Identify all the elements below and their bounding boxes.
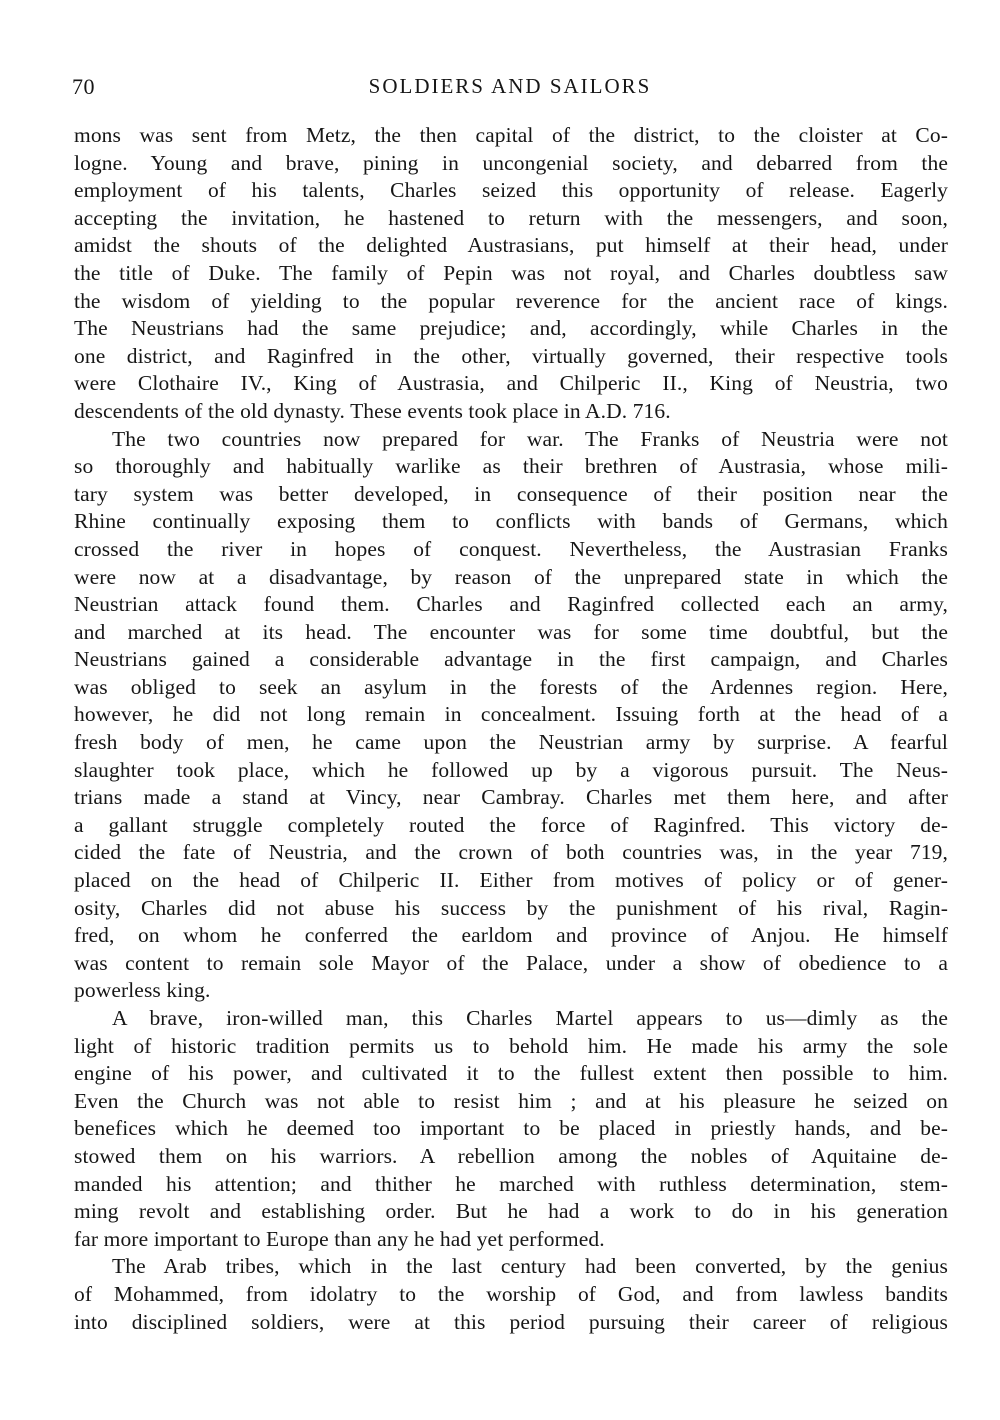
text-line: light of historic tradition permits us to behold him. He made his army the sole <box>74 1033 948 1058</box>
text-line: Rhine continually exposing them to conflicts with bands of Germans, which <box>74 509 948 534</box>
text-line: of Mohammed, from idolatry to the worship of God, and from lawless bandits <box>74 1281 948 1306</box>
text-line: Neustrians gained a considerable advantage in the first campaign, and Charles <box>74 647 948 672</box>
text-line: osity, Charles did not abuse his success by the punishment of his rival, Ragin- <box>74 895 948 920</box>
text-line: engine of his power, and cultivated it to the fullest extent then possible to him. <box>74 1061 948 1086</box>
text-line: was obliged to seek an asylum in the forests of the Ardennes region. Here, <box>74 674 948 699</box>
text-line: placed on the head of Chilperic II. Either from motives of policy or of gener- <box>74 868 948 893</box>
body-text <box>74 122 948 1336</box>
text-line: fresh body of men, he came upon the Neustrian army by surprise. A fearful <box>74 730 948 755</box>
text-line: employment of his talents, Charles seized this opportunity of release. Eagerly <box>74 178 948 203</box>
text-line: crossed the river in hopes of conquest. Nevertheless, the Austrasian Franks <box>74 536 948 561</box>
text-line: descendents of the old dynasty. These events took place in A.D. 716. <box>74 398 671 423</box>
text-line: however, he did not long remain in concealment. Issuing forth at the head of a <box>74 702 948 727</box>
text-line: slaughter took place, which he followed up by a vigorous pursuit. The Neus- <box>74 757 948 782</box>
text-line: fred, on whom he conferred the earldom and province of Anjou. He himself <box>74 923 948 948</box>
text-line: powerless king. <box>74 978 211 1003</box>
paragraph-start-line: The Arab tribes, which in the last century had been converted, by the genius <box>112 1254 948 1279</box>
paragraph-start-line: The two countries now prepared for war. The Franks of Neustria were not <box>112 426 948 451</box>
text-line: the title of Duke. The family of Pepin was not royal, and Charles doubtless saw <box>74 260 948 285</box>
running-title: SOLDIERS AND SAILORS <box>368 74 652 98</box>
text-line: ming revolt and establishing order. But he had a work to do in his generation <box>74 1199 948 1224</box>
text-line: amidst the shouts of the delighted Austrasians, put himself at their head, under <box>74 233 948 258</box>
text-line: a gallant struggle completely routed the force of Raginfred. This victory de- <box>74 812 948 837</box>
text-line: were now at a disadvantage, by reason of the unprepared state in which the <box>74 564 948 589</box>
text-line: was content to remain sole Mayor of the Palace, under a show of obedience to a <box>74 950 948 975</box>
text-line: Neustrian attack found them. Charles and Raginfred collected each an army, <box>74 592 948 617</box>
text-line: Even the Church was not able to resist him ; and at his pleasure he seized on <box>74 1088 948 1113</box>
text-line: trians made a stand at Vincy, near Cambray. Charles met them here, and after <box>74 785 948 810</box>
text-line: logne. Young and brave, pining in uncongenial society, and debarred from the <box>74 150 948 175</box>
text-line: tary system was better developed, in consequence of their position near the <box>74 481 948 506</box>
paragraph-start-line: A brave, iron-willed man, this Charles Martel appears to us—dimly as the <box>112 1006 948 1030</box>
text-line: one district, and Raginfred in the other, virtually governed, their respective tools <box>74 343 948 368</box>
text-line: benefices which he deemed too important to be placed in priestly hands, and be- <box>74 1116 948 1141</box>
page-number: 70 <box>72 74 95 99</box>
text-line: manded his attention; and thither he marched with ruthless determination, stem- <box>74 1171 948 1196</box>
text-line: were Clothaire IV., King of Austrasia, and Chilperic II., King of Neustria, two <box>74 371 948 396</box>
text-line: the wisdom of yielding to the popular reverence for the ancient race of kings. <box>74 288 948 313</box>
text-line: accepting the invitation, he hastened to return with the messengers, and soon, <box>74 205 948 230</box>
text-line: stowed them on his warriors. A rebellion among the nobles of Aquitaine de- <box>74 1143 948 1168</box>
page-header <box>72 74 948 104</box>
text-line: and marched at its head. The encounter was for some time doubtful, but the <box>74 619 948 644</box>
text-line: The Neustrians had the same prejudice; and, accordingly, while Charles in the <box>74 316 948 341</box>
text-line: cided the fate of Neustria, and the crown of both countries was, in the year 719, <box>74 840 948 865</box>
text-line: so thoroughly and habitually warlike as their brethren of Austrasia, whose mili- <box>74 454 948 479</box>
text-line: far more important to Europe than any he had yet performed. <box>74 1226 605 1251</box>
text-line: mons was sent from Metz, the then capital of the district, to the cloister at Co- <box>74 123 948 147</box>
text-line: into disciplined soldiers, were at this period pursuing their career of religious <box>74 1309 948 1334</box>
